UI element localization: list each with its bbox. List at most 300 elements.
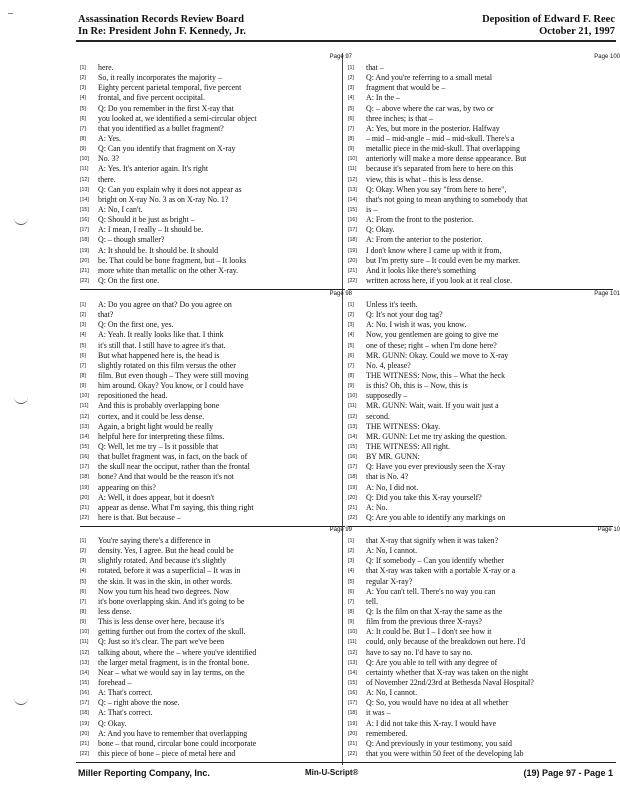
line-number: [11]: [80, 166, 89, 173]
line-number: [18]: [80, 237, 89, 244]
transcript-page: [80, 290, 352, 523]
transcript-line: [80, 412, 352, 422]
header-rule: [76, 40, 616, 42]
transcript-line: [348, 63, 620, 73]
line-text: but I'm pretty sure – It could even be my marker.: [366, 255, 521, 265]
transcript-page: [348, 53, 620, 286]
line-number: [6]: [348, 115, 354, 122]
transcript-line: [80, 63, 352, 73]
line-text: film. But even though – They were still moving: [98, 370, 249, 380]
transcript-line: [80, 205, 352, 215]
line-number: [19]: [348, 247, 357, 254]
transcript-page: [80, 526, 352, 759]
line-number: [19]: [80, 247, 89, 254]
line-text: MR. GUNN: Wait, wait. If you wait just a: [366, 401, 499, 411]
line-text: Q: So, you would have no idea at all whether: [366, 698, 509, 708]
line-text: certainty whether that X-ray was taken on the night: [366, 667, 529, 677]
line-text: BY MR. GUNN:: [366, 452, 420, 462]
line-number: [8]: [80, 608, 86, 615]
transcript-line: [80, 83, 352, 93]
line-number: [11]: [80, 639, 89, 646]
line-number: [1]: [80, 538, 86, 544]
line-number: [6]: [348, 588, 354, 595]
line-number: [12]: [348, 176, 357, 183]
line-number: [14]: [348, 196, 357, 203]
transcript-line: [80, 627, 352, 637]
transcript-line: [348, 513, 620, 523]
transcript-line: [348, 73, 620, 83]
line-number: [8]: [348, 135, 354, 142]
transcript-line: [348, 93, 620, 103]
transcript-line: [348, 371, 620, 381]
line-number: [12]: [80, 176, 89, 183]
line-text: Q: Have you ever previously seen the X-ray: [366, 462, 506, 472]
transcript-line: [348, 432, 620, 442]
line-number: [9]: [80, 146, 86, 153]
line-number: [17]: [80, 464, 89, 471]
line-text: Q: Well, let me try – Is it possible that: [98, 441, 219, 451]
case-title: In Re: President John F. Kennedy, Jr.: [78, 26, 246, 37]
line-number: [10]: [80, 393, 89, 400]
line-text: – mid – mid-angle – mid – mid-skull. There's a: [366, 133, 515, 143]
transcript-line: [348, 351, 620, 361]
page-number: Page 100: [594, 54, 620, 60]
transcript-line: [80, 719, 352, 729]
transcript-line: [348, 472, 620, 482]
transcript-line: [348, 503, 620, 513]
line-number: [20]: [80, 494, 89, 501]
line-number: [13]: [348, 186, 357, 193]
line-text: Unless it's teeth.: [366, 300, 418, 309]
line-text: Near – what we would say in lay terms, on the: [98, 667, 245, 677]
line-text: Again, a bright light would be really: [98, 421, 214, 431]
line-text: So, it really incorporates the majority –: [98, 73, 222, 83]
transcript-line: [348, 225, 620, 235]
line-number: [14]: [80, 196, 89, 203]
transcript-line: [80, 144, 352, 154]
transcript-line: [348, 235, 620, 245]
transcript-line: [348, 300, 620, 310]
transcript-line: [80, 513, 352, 523]
transcript-line: [348, 627, 620, 637]
line-text: Q: Okay. When you say "from here to here",: [366, 184, 507, 194]
line-number: [15]: [80, 443, 89, 450]
line-number: [21]: [80, 267, 89, 274]
line-number: [8]: [80, 372, 86, 379]
transcript-line: [348, 749, 620, 759]
transcript-line: [80, 637, 352, 647]
line-number: [7]: [348, 362, 354, 369]
line-number: [3]: [80, 322, 86, 329]
line-text: talking about, where the – where you've identified: [98, 647, 257, 657]
line-number: [1]: [348, 302, 354, 308]
line-text: But what happened here is, the head is: [98, 350, 220, 360]
line-number: [10]: [348, 156, 357, 163]
line-number: [21]: [348, 267, 357, 274]
line-number: [6]: [80, 588, 86, 595]
line-text: that X-ray that signify when it was taken?: [366, 536, 499, 545]
line-number: [4]: [80, 95, 86, 102]
transcript-line: [348, 597, 620, 607]
line-text: A: It could be. But I – I don't see how it: [366, 627, 492, 637]
line-text: film from the previous three X-rays?: [366, 617, 482, 627]
line-number: [8]: [80, 135, 86, 142]
transcript-line: [80, 114, 352, 124]
transcript-line: [348, 412, 620, 422]
line-number: [20]: [80, 257, 89, 264]
line-text: Q: On the first one.: [98, 275, 160, 285]
transcript-line: [80, 749, 352, 759]
line-number: [22]: [80, 750, 89, 757]
line-text: one of these; right – when I'm done here?: [366, 340, 497, 350]
line-text: Q: Can you explain why it does not appear as: [98, 184, 242, 194]
transcript-line: [80, 361, 352, 371]
line-text: You're saying there's a difference in: [98, 536, 211, 545]
line-number: [9]: [348, 619, 354, 626]
page-range: (19) Page 97 - Page 1: [523, 768, 613, 778]
line-text: Q: – above where the car was, by two or: [366, 103, 494, 113]
line-text: A: It should be. It should be. It should: [98, 245, 219, 255]
line-number: [9]: [348, 146, 354, 153]
line-text: written across here, if you look at it real close.: [366, 275, 513, 285]
line-text: Q: Just so it's clear. The part we've been: [98, 637, 225, 647]
transcript-line: [80, 556, 352, 566]
transcript-line: [348, 452, 620, 462]
transcript-line: [348, 556, 620, 566]
page-number: Page 97: [329, 54, 352, 60]
line-text: A: That's correct.: [98, 708, 153, 718]
line-number: [18]: [80, 710, 89, 717]
format-mark: Min-U-Script®: [305, 768, 359, 777]
line-number: [13]: [80, 186, 89, 193]
line-number: [22]: [80, 514, 89, 521]
line-text: Q: It's not your dog tag?: [366, 310, 443, 320]
transcript-line: [348, 276, 620, 286]
transcript-line: [80, 330, 352, 340]
transcript-line: [348, 154, 620, 164]
line-text: of November 22nd/23rd at Bethesda Naval Hospital?: [366, 677, 534, 687]
deposition-date: October 21, 1997: [539, 26, 615, 37]
deposition-title: Deposition of Edward F. Reec: [482, 14, 615, 25]
line-text: the larger metal fragment, is in the frontal bone.: [98, 657, 250, 667]
page-number: Page 99: [329, 527, 352, 533]
line-text: A: And you have to remember that overlapping: [98, 728, 248, 738]
line-text: A: You can't tell. There's no way you can: [366, 586, 496, 596]
line-number: [5]: [348, 578, 354, 585]
transcript-line: [348, 256, 620, 266]
transcript-line: [80, 310, 352, 320]
line-number: [18]: [348, 474, 357, 481]
transcript-line: [80, 658, 352, 668]
line-text: that is No. 4?: [366, 472, 409, 482]
line-text: is this? Oh, this is – Now, this is: [366, 381, 468, 391]
line-number: [2]: [348, 548, 354, 555]
line-number: [9]: [80, 383, 86, 390]
line-text: there.: [98, 174, 116, 184]
line-text: have to say no. I'd have to say no.: [366, 647, 473, 657]
line-text: tell.: [366, 596, 379, 606]
line-number: [8]: [348, 372, 354, 379]
line-number: [16]: [80, 454, 89, 461]
line-number: [2]: [80, 75, 86, 82]
transcript-line: [348, 536, 620, 546]
line-number: [17]: [348, 700, 357, 707]
transcript-line: [348, 668, 620, 678]
line-number: [16]: [80, 217, 89, 224]
transcript-line: [80, 195, 352, 205]
line-number: [5]: [80, 578, 86, 585]
page-number: Page 10: [597, 527, 620, 533]
line-number: [6]: [80, 115, 86, 122]
transcript-line: [80, 175, 352, 185]
transcript-line: [80, 617, 352, 627]
punch-hole-mark: [14, 214, 28, 225]
line-text: it's bone overlapping skin. And it's going to be: [98, 596, 245, 606]
header-right: [440, 14, 615, 38]
transcript-line: [348, 493, 620, 503]
transcript-line: [80, 587, 352, 597]
line-text: A: No, I can't.: [98, 204, 143, 214]
line-text: A: No, I cannot.: [366, 688, 418, 698]
transcript-line: [348, 391, 620, 401]
line-text: supposedly –: [366, 391, 408, 401]
line-number: [19]: [348, 484, 357, 491]
transcript-line: [348, 462, 620, 472]
line-number: [17]: [80, 700, 89, 707]
line-number: [10]: [80, 156, 89, 163]
transcript-line: [80, 442, 352, 452]
footer-rule: [76, 762, 616, 763]
line-text: could, only because of the breakdown out here. I'd: [366, 637, 526, 647]
line-number: [2]: [348, 312, 354, 319]
line-text: A: I mean, I really – It should be.: [98, 225, 204, 235]
transcript-line: [80, 708, 352, 718]
line-number: [18]: [348, 237, 357, 244]
header-left: [78, 14, 246, 38]
line-number: [18]: [348, 710, 357, 717]
line-text: second.: [366, 411, 390, 421]
transcript-line: [348, 361, 620, 371]
line-number: [12]: [348, 649, 357, 656]
line-text: And it looks like there's something: [366, 265, 476, 275]
line-text: Q: Can you identify that fragment on X-ray: [98, 144, 236, 154]
line-text: more white than metallic on the other X-ray.: [98, 265, 239, 275]
transcript-line: [80, 391, 352, 401]
line-number: [14]: [80, 433, 89, 440]
line-text: A: Well, it does appear, but it doesn't: [98, 492, 215, 502]
line-text: Q: Should it be just as bright –: [98, 215, 195, 225]
transcript-line: [348, 442, 620, 452]
transcript-line: [80, 73, 352, 83]
line-text: here.: [98, 63, 114, 72]
board-title: Assassination Records Review Board: [78, 14, 244, 25]
transcript-line: [348, 566, 620, 576]
line-number: [7]: [80, 598, 86, 605]
line-text: A: Do you agree on that? Do you agree on: [98, 300, 232, 309]
line-text: Q: If somebody – Can you identify whether: [366, 556, 504, 566]
transcript-line: [348, 124, 620, 134]
transcript-line: [80, 729, 352, 739]
line-text: you looked at, we identified a semi-circular object: [98, 113, 257, 123]
line-text: MR. GUNN: Okay. Could we move to X-ray: [366, 350, 509, 360]
transcript-line: [80, 371, 352, 381]
line-number: [20]: [348, 494, 357, 501]
line-number: [5]: [80, 105, 86, 112]
line-text: Q: Are you able to tell with any degree of: [366, 657, 498, 667]
line-number: [1]: [348, 538, 354, 544]
transcript-line: [348, 195, 620, 205]
line-text: the skin. It was in the skin, in other words.: [98, 576, 233, 586]
transcript-line: [80, 401, 352, 411]
line-number: [19]: [80, 720, 89, 727]
line-number: [21]: [348, 504, 357, 511]
line-number: [21]: [348, 740, 357, 747]
line-text: THE WITNESS: Okay.: [366, 421, 441, 431]
line-number: [7]: [348, 125, 354, 132]
line-text: Q: Okay.: [98, 718, 127, 728]
line-text: cortex, and it could be less dense.: [98, 411, 205, 421]
line-text: Q: And previously in your testimony, you said: [366, 738, 512, 748]
transcript-line: [348, 546, 620, 556]
line-number: [11]: [348, 639, 357, 646]
transcript-line: [80, 266, 352, 276]
line-text: helpful here for interpreting these films.: [98, 431, 225, 441]
transcript-line: [348, 708, 620, 718]
line-number: [19]: [348, 720, 357, 727]
line-number: [20]: [348, 257, 357, 264]
line-number: [15]: [348, 206, 357, 213]
line-number: [1]: [80, 65, 86, 71]
line-text: MR. GUNN: Let me try asking the question.: [366, 431, 507, 441]
transcript-line: [348, 266, 620, 276]
transcript-line: [348, 164, 620, 174]
transcript-line: [80, 341, 352, 351]
line-number: [12]: [80, 649, 89, 656]
line-text: that's not going to mean anything to somebody that: [366, 194, 528, 204]
line-number: [11]: [348, 403, 357, 410]
line-text: Q: Okay.: [366, 225, 395, 235]
transcript-line: [348, 185, 620, 195]
line-text: this piece of bone – piece of metal here and: [98, 748, 236, 758]
transcript-line: [80, 246, 352, 256]
transcript-line: [348, 246, 620, 256]
line-number: [20]: [348, 730, 357, 737]
transcript-line: [80, 668, 352, 678]
transcript-line: [80, 134, 352, 144]
line-text: that –: [366, 63, 384, 72]
transcript-line: [80, 678, 352, 688]
line-number: [22]: [348, 277, 357, 284]
transcript-line: [80, 577, 352, 587]
line-text: view, this is what – this is less dense.: [366, 174, 483, 184]
line-text: fragment that would be –: [366, 83, 446, 93]
transcript-line: [80, 256, 352, 266]
line-number: [8]: [348, 608, 354, 615]
line-text: anteriorly will make a more dense appearance. But: [366, 154, 527, 164]
transcript-line: [348, 719, 620, 729]
line-number: [13]: [348, 659, 357, 666]
line-number: [19]: [80, 484, 89, 491]
transcript-line: [348, 422, 620, 432]
line-text: Q: Did you take this X-ray yourself?: [366, 492, 482, 502]
line-text: No. 4, please?: [366, 360, 411, 370]
line-number: [17]: [80, 227, 89, 234]
line-number: [7]: [80, 125, 86, 132]
transcript-line: [348, 739, 620, 749]
line-number: [4]: [80, 568, 86, 575]
line-text: A: No, I did not.: [366, 482, 419, 492]
line-text: A: No, I cannot.: [366, 546, 418, 556]
line-number: [12]: [80, 413, 89, 420]
transcript-line: [80, 546, 352, 556]
line-number: [21]: [80, 740, 89, 747]
line-text: Q: On the first one, yes.: [98, 320, 174, 330]
line-number: [15]: [80, 679, 89, 686]
transcript-line: [348, 617, 620, 627]
line-text: And this is probably overlapping bone: [98, 401, 220, 411]
line-text: A: In the –: [366, 93, 400, 103]
transcript-line: [348, 587, 620, 597]
line-number: [10]: [348, 629, 357, 636]
transcript-line: [80, 536, 352, 546]
line-number: [3]: [80, 558, 86, 565]
transcript-line: [80, 566, 352, 576]
line-number: [9]: [348, 383, 354, 390]
line-number: [4]: [348, 95, 354, 102]
transcript-line: [80, 462, 352, 472]
line-text: Now, you gentlemen are going to give me: [366, 330, 499, 340]
transcript-line: [80, 739, 352, 749]
transcript-line: [348, 215, 620, 225]
transcript-line: [348, 134, 620, 144]
corner-mark: –: [8, 8, 13, 19]
transcript-line: [80, 432, 352, 442]
line-text: Q: Do you remember in the first X-ray that: [98, 103, 234, 113]
line-number: [13]: [80, 659, 89, 666]
transcript-line: [348, 341, 620, 351]
line-number: [4]: [348, 332, 354, 339]
line-text: bright on X-ray No. 3 as on X-ray No. 1?: [98, 194, 229, 204]
line-text: be. That could be bone fragment, but – It looks: [98, 255, 247, 265]
line-number: [7]: [348, 598, 354, 605]
line-number: [21]: [80, 504, 89, 511]
transcript-line: [348, 607, 620, 617]
line-text: A: No.: [366, 502, 388, 512]
line-text: getting further out from the cortex of the skull.: [98, 627, 246, 637]
line-text: Q: – right above the nose.: [98, 698, 180, 708]
line-number: [2]: [348, 75, 354, 82]
transcript-line: [80, 648, 352, 658]
page-number: Page 101: [594, 291, 620, 297]
transcript-line: [80, 493, 352, 503]
line-number: [3]: [348, 322, 354, 329]
line-text: Q: And you're referring to a small metal: [366, 73, 493, 83]
line-number: [3]: [348, 85, 354, 92]
line-number: [15]: [348, 679, 357, 686]
line-number: [13]: [80, 423, 89, 430]
punch-hole-mark: [14, 694, 28, 705]
line-number: [18]: [80, 474, 89, 481]
transcript-line: [348, 688, 620, 698]
transcript-line: [348, 577, 620, 587]
line-number: [16]: [348, 217, 357, 224]
transcript-line: [348, 678, 620, 688]
line-number: [14]: [348, 433, 357, 440]
transcript-line: [80, 351, 352, 361]
line-number: [10]: [80, 629, 89, 636]
line-text: A: Yeah. It really looks like that. I think: [98, 330, 224, 340]
transcript-line: [80, 320, 352, 330]
